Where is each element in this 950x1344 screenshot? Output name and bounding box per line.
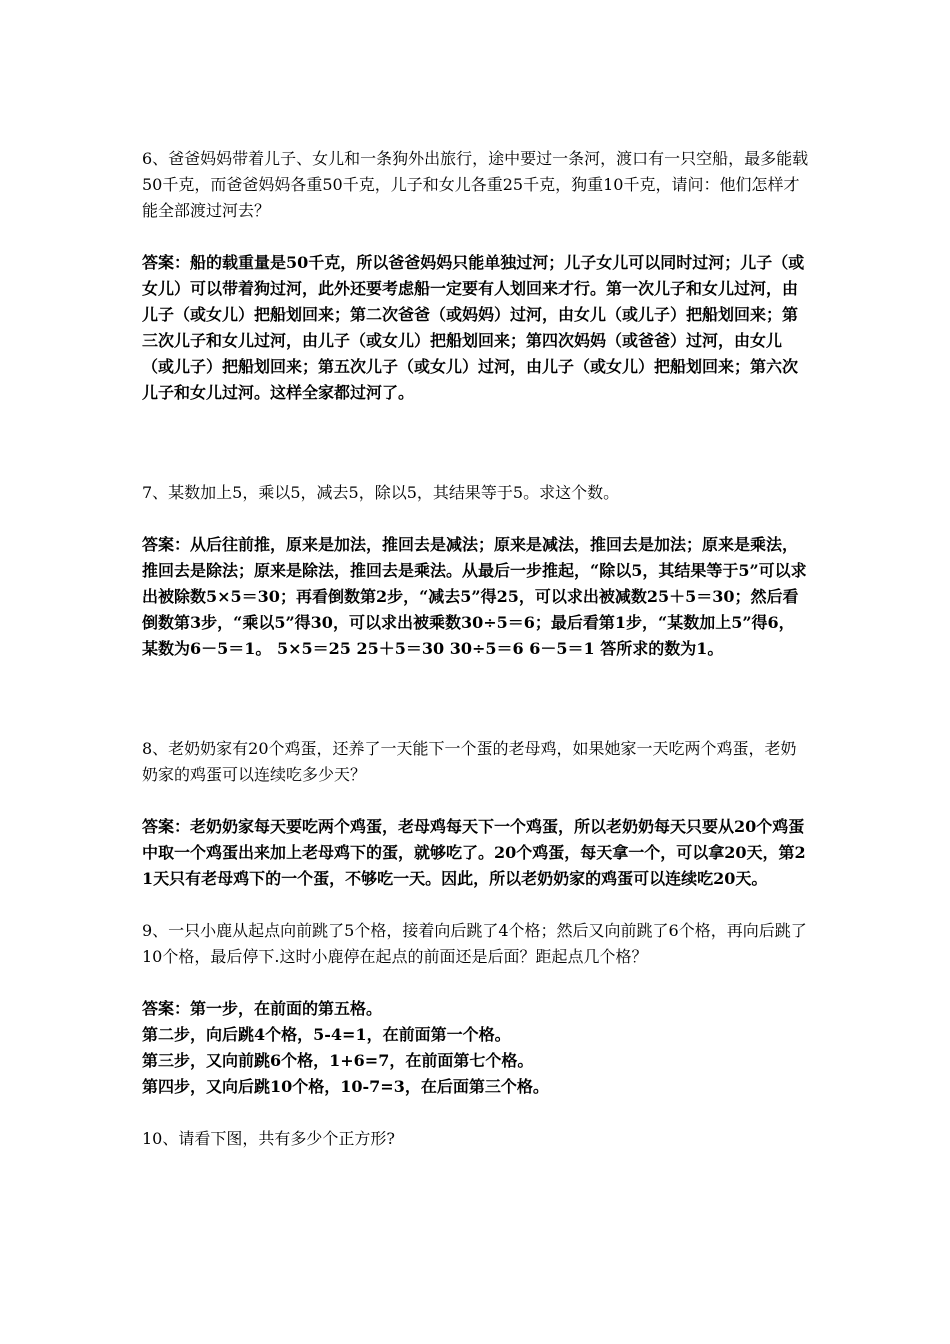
problem-9-question: 9、一只小鹿从起点向前跳了5个格，接着向后跳了4个格；然后又向前跳了6个格，再向后跳了10个格，最后停下.这时小鹿停在起点的前面还是后面？距起点几个格？ [142, 921, 807, 966]
problem-7-question: 7、某数加上5，乘以5，减去5，除以5，其结果等于5。求这个数。 [142, 483, 620, 502]
answer-step-line: 第二步，向后跳4个格，5-4=1，在前面第一个格。 [142, 1025, 511, 1044]
problem-6-question: 6、爸爸妈妈带着儿子、女儿和一条狗外出旅行，途中要过一条河，渡口有一只空船，最多能载50千克，而爸爸妈妈各重50千克，儿子和女儿各重25千克，狗重10千克，请问：他们怎样才能全部渡过河去？ [142, 149, 809, 220]
document-page [142, 146, 810, 1152]
spacer [142, 788, 810, 814]
problem-8-question: 8、老奶奶家有20个鸡蛋，还养了一天能下一个蛋的老母鸡，如果她家一天吃两个鸡蛋，老奶奶家的鸡蛋可以连续吃多少天？ [142, 739, 797, 784]
answer-step-line: 答案：第一步，在前面的第五格。 [142, 999, 383, 1018]
spacer [142, 1100, 810, 1126]
answer-step-line: 第四步，又向后跳10个格，10-7=3，在后面第三个格。 [142, 1077, 549, 1096]
problem-6-answer: 答案：船的载重量是50千克，所以爸爸妈妈只能单独过河；儿子女儿可以同时过河；儿子（或女儿）可以带着狗过河，此外还要考虑船一定要有人划回来才行。第一次儿子和女儿过河，由儿子（或女儿）把船划回来；第二次爸爸（或妈妈）过河，由女儿（或儿子）把船划回来；第三次儿子和女儿过河，由儿子（或女儿）把船划回来；第四次妈妈（或爸爸）过河，由女儿（或儿子）把船划回来；第五次儿子（或女儿）过河，由儿子（或女儿）把船划回来；第六次儿子和女儿过河。这样全家都过河了。 [142, 253, 805, 402]
spacer [142, 506, 810, 532]
problem-8-answer: 答案：老奶奶家每天要吃两个鸡蛋，老母鸡每天下一个鸡蛋，所以老奶奶每天只要从20个鸡蛋中取一个鸡蛋出来加上老母鸡下的蛋，就够吃了。20个鸡蛋，每天拿一个，可以拿20天，第21天只有老母鸡下的一个蛋，不够吃一天。因此，所以老奶奶家的鸡蛋可以连续吃20天。 [142, 817, 806, 888]
spacer [142, 892, 810, 918]
spacer [142, 662, 810, 736]
spacer [142, 224, 810, 250]
spacer [142, 970, 810, 996]
problem-7-answer: 答案：从后往前推，原来是加法，推回去是减法；原来是减法，推回去是加法；原来是乘法，推回去是除法；原来是除法，推回去是乘法。从最后一步推起，“除以5，其结果等于5”可以求出被除数5×5＝30；再看倒数第2步，“减去5”得25，可以求出被减数25＋5＝30；然后看倒数第3步，“乘以5”得30，可以求出被乘数30÷5＝6；最后看第1步，“某数加上5”得6，某数为6－5＝1。 5×5＝25 25＋5＝30 30÷5＝6 6－5＝1 答所求的数为1。 [142, 535, 807, 658]
spacer [142, 406, 810, 480]
problem-9-answer [142, 996, 810, 1100]
answer-step-line: 第三步，又向前跳6个格，1+6=7，在前面第七个格。 [142, 1051, 534, 1070]
problem-10-question: 10、请看下图，共有多少个正方形? [142, 1129, 395, 1148]
